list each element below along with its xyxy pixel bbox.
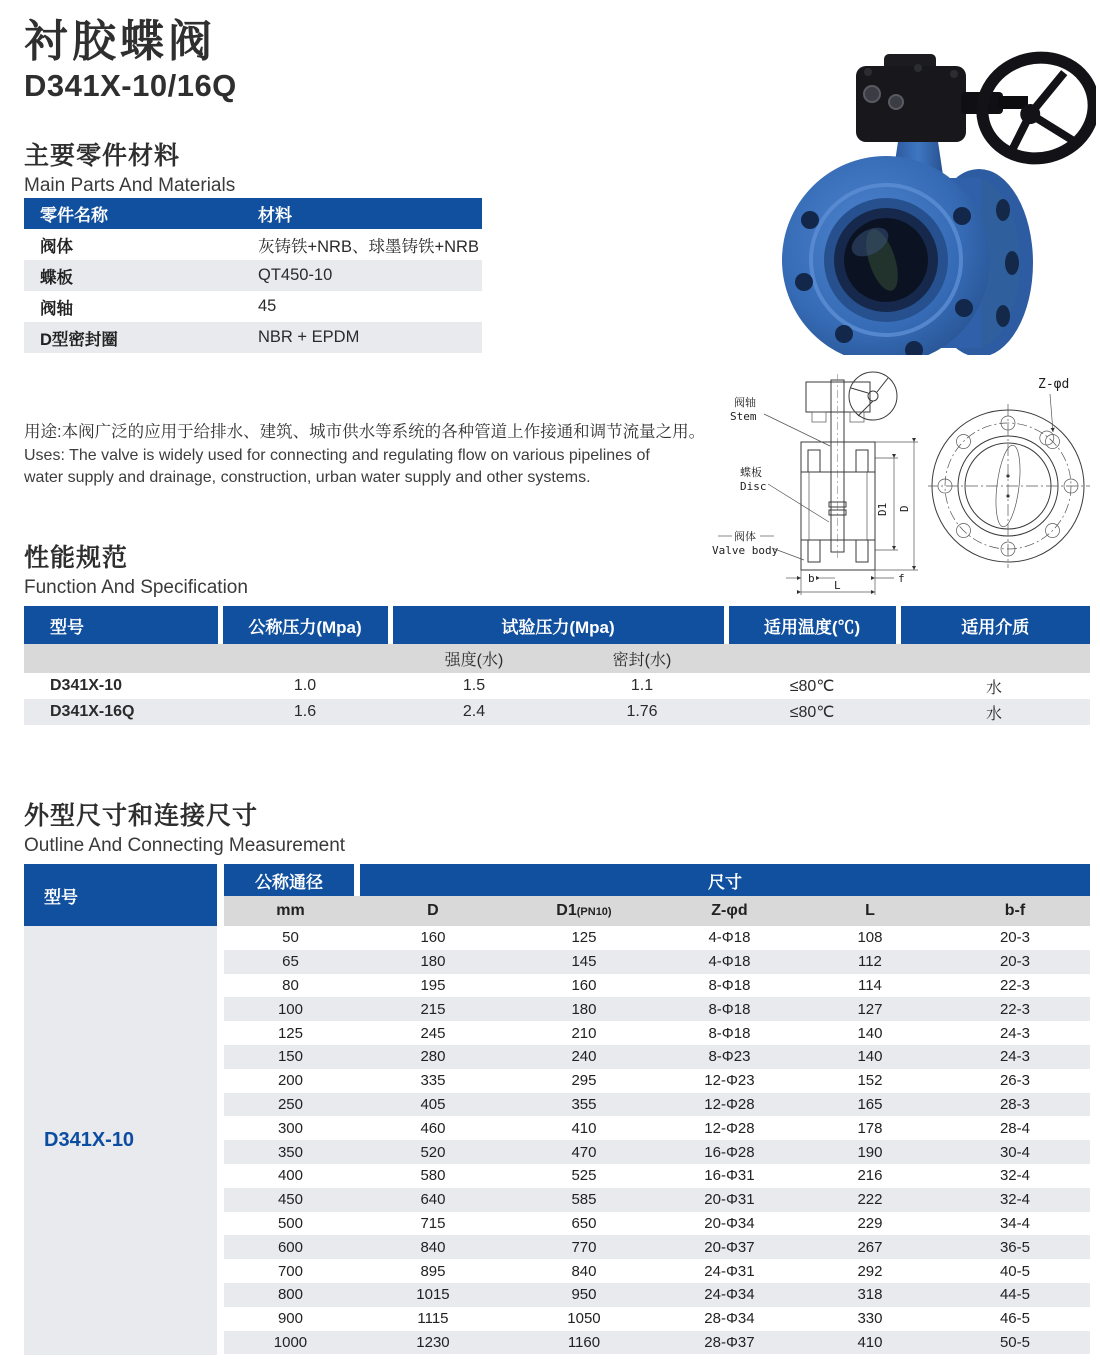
table-cell: 216 bbox=[857, 1167, 883, 1185]
table-row bbox=[24, 260, 482, 291]
dims-subheader-row bbox=[224, 896, 1090, 926]
table-cell: 180 bbox=[509, 997, 659, 1021]
spec-col-test-pressure: 试验压力(Mpa) bbox=[390, 606, 726, 644]
dims-model-column bbox=[24, 864, 217, 1355]
table-cell: 1.1 bbox=[630, 677, 654, 694]
front-flange bbox=[782, 156, 990, 355]
spec-header-row bbox=[24, 606, 1090, 644]
table-cell: 160 bbox=[571, 976, 597, 994]
table-cell: 20-3 bbox=[999, 929, 1030, 947]
table-cell: 36-5 bbox=[940, 1235, 1090, 1259]
dim-d1-label: D1 bbox=[876, 502, 889, 516]
stem-label-en: Stem bbox=[730, 410, 757, 423]
uses-paragraph bbox=[24, 420, 724, 490]
materials-heading-zh: 主要零件材料 bbox=[24, 142, 181, 170]
spec-sub-strength: 强度(水) bbox=[390, 644, 558, 673]
table-cell: 阀体 bbox=[40, 237, 73, 256]
table-cell: 80 bbox=[282, 976, 299, 994]
table-cell: 46-5 bbox=[999, 1310, 1030, 1328]
table-cell: 24-3 bbox=[999, 1024, 1030, 1042]
table-cell: 292 bbox=[857, 1262, 883, 1280]
table-cell: 4-Φ18 bbox=[659, 950, 800, 974]
table-cell: 1230 bbox=[357, 1331, 509, 1355]
table-row bbox=[224, 926, 1090, 950]
table-cell: 1160 bbox=[509, 1331, 659, 1355]
table-cell: 32-4 bbox=[999, 1167, 1030, 1185]
table-row bbox=[224, 997, 1090, 1021]
spec-sub-seal: 密封(水) bbox=[558, 644, 726, 673]
table-row bbox=[224, 1212, 1090, 1236]
table-cell: 50 bbox=[282, 929, 299, 947]
table-cell: 45 bbox=[258, 297, 277, 315]
table-cell: 1.0 bbox=[293, 677, 317, 694]
table-cell: 26-3 bbox=[999, 1072, 1030, 1090]
page-title bbox=[24, 18, 237, 104]
spec-sub-empty bbox=[898, 644, 1090, 673]
materials-header-row bbox=[24, 198, 482, 229]
front-view-drawing bbox=[928, 354, 1094, 596]
table-cell: 600 bbox=[224, 1235, 357, 1259]
table-cell: 8-Φ18 bbox=[659, 997, 800, 1021]
materials-heading-en: Main Parts And Materials bbox=[24, 175, 236, 196]
spec-heading-zh: 性能规范 bbox=[24, 544, 129, 572]
table-cell: 165 bbox=[800, 1093, 940, 1117]
section-view-drawing bbox=[708, 354, 928, 596]
table-cell: 4-Φ18 bbox=[708, 929, 751, 947]
table-cell: 145 bbox=[509, 950, 659, 974]
table-row bbox=[24, 229, 482, 260]
table-cell: D341X-10 bbox=[50, 677, 123, 694]
table-cell: 24-3 bbox=[940, 1045, 1090, 1069]
table-cell: 222 bbox=[800, 1188, 940, 1212]
spec-subheader-row bbox=[24, 644, 1090, 673]
table-row bbox=[24, 322, 482, 353]
dims-model-cell bbox=[24, 926, 217, 1355]
table-cell: 267 bbox=[800, 1235, 940, 1259]
table-cell: 215 bbox=[357, 997, 509, 1021]
table-cell: 190 bbox=[800, 1140, 940, 1164]
dim-b-label: b bbox=[808, 572, 815, 585]
table-cell: 585 bbox=[509, 1188, 659, 1212]
table-row bbox=[224, 1116, 1090, 1140]
table-cell: 30-4 bbox=[940, 1140, 1090, 1164]
table-cell: 525 bbox=[571, 1167, 597, 1185]
table-cell: 400 bbox=[277, 1167, 303, 1185]
table-cell: 阀轴 bbox=[40, 299, 73, 318]
table-cell: ≤80℃ bbox=[726, 699, 898, 725]
table-cell: 895 bbox=[420, 1262, 446, 1280]
table-cell: 840 bbox=[357, 1235, 509, 1259]
table-cell: ≤80℃ bbox=[789, 678, 835, 695]
table-cell: 500 bbox=[277, 1214, 303, 1232]
table-row bbox=[224, 1188, 1090, 1212]
table-cell: 450 bbox=[224, 1188, 357, 1212]
dims-model-value: D341X-10 bbox=[44, 1129, 135, 1151]
spec-heading-en: Function And Specification bbox=[24, 577, 248, 598]
body-label-zh: 阀体 bbox=[734, 530, 756, 543]
dims-heading-en: Outline And Connecting Measurement bbox=[24, 835, 346, 856]
table-cell: 水 bbox=[898, 699, 1090, 725]
table-cell: 195 bbox=[420, 976, 446, 994]
dims-sub-l: L bbox=[800, 896, 940, 926]
table-row bbox=[224, 1283, 1090, 1307]
table-cell: 950 bbox=[509, 1283, 659, 1307]
materials-section-heading bbox=[24, 136, 235, 197]
table-cell: 152 bbox=[857, 1072, 883, 1090]
table-cell: 2.4 bbox=[390, 699, 558, 725]
table-cell: 1.6 bbox=[220, 699, 390, 725]
materials-col-part: 零件名称 bbox=[24, 198, 242, 229]
table-cell: QT450-10 bbox=[242, 260, 482, 291]
table-cell: 300 bbox=[277, 1119, 303, 1137]
table-cell: 229 bbox=[857, 1214, 883, 1232]
table-cell: 140 bbox=[800, 1045, 940, 1069]
table-cell: 1.5 bbox=[462, 677, 486, 694]
table-cell: 24-Φ34 bbox=[659, 1283, 800, 1307]
table-cell: 100 bbox=[224, 997, 357, 1021]
table-cell: 蝶板 bbox=[24, 260, 242, 291]
table-cell: 114 bbox=[857, 976, 882, 994]
table-cell: 8-Φ23 bbox=[659, 1045, 800, 1069]
dim-l-label: L bbox=[834, 579, 841, 592]
product-photo bbox=[766, 20, 1096, 355]
table-cell: 127 bbox=[800, 997, 940, 1021]
table-cell: 灰铸铁+NRB、球墨铸铁+NRB bbox=[258, 237, 479, 256]
table-cell: 470 bbox=[509, 1140, 659, 1164]
table-cell: 28-4 bbox=[999, 1119, 1030, 1137]
table-cell: 410 bbox=[571, 1119, 597, 1137]
table-cell: 150 bbox=[224, 1045, 357, 1069]
table-row bbox=[24, 699, 1090, 725]
table-cell: 1.76 bbox=[558, 699, 726, 725]
spec-table bbox=[24, 606, 1090, 725]
table-row bbox=[224, 1021, 1090, 1045]
dims-sub-bf: b-f bbox=[940, 896, 1090, 926]
spec-sub-empty bbox=[24, 644, 220, 673]
table-cell: 210 bbox=[571, 1024, 597, 1042]
table-cell: 34-4 bbox=[999, 1214, 1030, 1232]
table-cell: 700 bbox=[277, 1262, 303, 1280]
table-cell: 20-3 bbox=[940, 950, 1090, 974]
table-cell: 8-Φ18 bbox=[708, 976, 751, 994]
table-cell: 16-Φ28 bbox=[659, 1140, 800, 1164]
table-cell: NBR + EPDM bbox=[242, 322, 482, 353]
spec-sub-empty bbox=[220, 644, 390, 673]
table-cell: 355 bbox=[509, 1093, 659, 1117]
table-cell: 335 bbox=[420, 1072, 446, 1090]
table-cell: 240 bbox=[509, 1045, 659, 1069]
table-cell: 65 bbox=[224, 950, 357, 974]
table-row bbox=[224, 950, 1090, 974]
table-cell: 24-Φ31 bbox=[704, 1262, 755, 1280]
table-cell: 580 bbox=[420, 1167, 446, 1185]
table-cell: 20-Φ37 bbox=[659, 1235, 800, 1259]
table-cell: 22-3 bbox=[999, 976, 1030, 994]
materials-col-material: 材料 bbox=[242, 198, 482, 229]
uses-text-en-2: water supply and drainage, construction, urban water supply and other systems. bbox=[24, 469, 591, 487]
product-name: 衬胶蝶阀 bbox=[24, 17, 216, 66]
bolt-spec-label: Z-φd bbox=[1038, 377, 1070, 392]
table-cell: 650 bbox=[571, 1214, 597, 1232]
table-row bbox=[224, 1235, 1090, 1259]
table-cell: 16-Φ31 bbox=[704, 1167, 755, 1185]
table-row bbox=[224, 1259, 1090, 1283]
dims-header-row bbox=[224, 864, 1090, 896]
table-cell: 1050 bbox=[567, 1310, 601, 1328]
table-row bbox=[24, 291, 482, 322]
dims-col-size: 尺寸 bbox=[357, 864, 1090, 896]
table-cell: 800 bbox=[224, 1283, 357, 1307]
table-cell: 410 bbox=[800, 1331, 940, 1355]
spec-col-model: 型号 bbox=[24, 606, 220, 644]
table-cell: 280 bbox=[357, 1045, 509, 1069]
table-cell: 22-3 bbox=[940, 997, 1090, 1021]
table-row bbox=[224, 1140, 1090, 1164]
product-model: D341X-10/16Q bbox=[24, 68, 237, 104]
table-cell: 12-Φ23 bbox=[704, 1072, 755, 1090]
table-cell: 180 bbox=[357, 950, 509, 974]
table-cell: 200 bbox=[277, 1072, 303, 1090]
table-cell: 178 bbox=[857, 1119, 883, 1137]
table-cell: D型密封圈 bbox=[24, 322, 242, 353]
table-cell: 28-3 bbox=[940, 1093, 1090, 1117]
spec-col-temperature: 适用温度(℃) bbox=[726, 606, 898, 644]
dims-col-dn: 公称通径 bbox=[224, 864, 357, 896]
table-cell: 350 bbox=[224, 1140, 357, 1164]
table-cell: 770 bbox=[509, 1235, 659, 1259]
table-row bbox=[24, 673, 1090, 699]
table-cell: 460 bbox=[420, 1119, 446, 1137]
table-cell: 1015 bbox=[357, 1283, 509, 1307]
disc-label-zh: 蝶板 bbox=[740, 466, 762, 479]
table-cell: 125 bbox=[277, 1024, 303, 1042]
table-cell: 140 bbox=[857, 1024, 883, 1042]
disc-label-en: Disc bbox=[740, 480, 767, 493]
table-row bbox=[224, 1093, 1090, 1117]
dim-d-label: D bbox=[898, 505, 911, 512]
spec-col-medium: 适用介质 bbox=[898, 606, 1090, 644]
table-cell: 405 bbox=[357, 1093, 509, 1117]
table-cell: 28-Φ34 bbox=[704, 1310, 755, 1328]
dims-sub-mm: mm bbox=[224, 896, 357, 926]
body-label-en: Valve body bbox=[712, 544, 779, 557]
table-cell: 125 bbox=[571, 929, 597, 947]
table-cell: 245 bbox=[420, 1024, 446, 1042]
dims-col-model: 型号 bbox=[24, 864, 217, 926]
table-cell: 295 bbox=[571, 1072, 597, 1090]
table-cell: 250 bbox=[224, 1093, 357, 1117]
table-row bbox=[224, 1069, 1090, 1093]
table-cell: 32-4 bbox=[940, 1188, 1090, 1212]
table-cell: 20-Φ34 bbox=[704, 1214, 755, 1232]
table-cell: 108 bbox=[857, 929, 883, 947]
spec-section-heading bbox=[24, 538, 248, 599]
dims-heading-zh: 外型尺寸和连接尺寸 bbox=[24, 802, 259, 830]
dims-sub-d1: D1(PN10) bbox=[509, 896, 659, 926]
dims-sub-zpd: Z-φd bbox=[659, 896, 800, 926]
table-cell: 318 bbox=[800, 1283, 940, 1307]
table-cell: 28-Φ37 bbox=[659, 1331, 800, 1355]
spec-sub-empty bbox=[726, 644, 898, 673]
uses-text-zh: 用途:本阀广泛的应用于给排水、建筑、城市供水等系统的各种管道上作接通和调节流量之用。 bbox=[24, 423, 706, 441]
dims-table bbox=[24, 864, 1090, 1355]
stem-label-zh: 阀轴 bbox=[734, 396, 756, 409]
table-cell: 40-5 bbox=[999, 1262, 1030, 1280]
table-cell: 330 bbox=[857, 1310, 883, 1328]
technical-drawings bbox=[708, 354, 1094, 596]
table-cell: 12-Φ28 bbox=[704, 1119, 755, 1137]
table-cell: 1000 bbox=[224, 1331, 357, 1355]
table-cell: 640 bbox=[357, 1188, 509, 1212]
uses-text-en-1: Uses: The valve is widely used for connecting and regulating flow on various pipelines of bbox=[24, 446, 650, 464]
table-row bbox=[224, 1164, 1090, 1188]
table-cell: D341X-16Q bbox=[24, 699, 220, 725]
table-cell: 160 bbox=[420, 929, 446, 947]
dims-sub-d: D bbox=[357, 896, 509, 926]
table-cell: 50-5 bbox=[940, 1331, 1090, 1355]
spec-col-nominal-pressure: 公称压力(Mpa) bbox=[220, 606, 390, 644]
dim-f-label: f bbox=[898, 572, 905, 585]
table-cell: 520 bbox=[357, 1140, 509, 1164]
table-row bbox=[224, 974, 1090, 998]
materials-table bbox=[24, 198, 482, 353]
table-cell: 12-Φ28 bbox=[659, 1093, 800, 1117]
table-cell: 715 bbox=[420, 1214, 446, 1232]
table-row bbox=[224, 1307, 1090, 1331]
table-cell: 44-5 bbox=[940, 1283, 1090, 1307]
table-cell: 20-Φ31 bbox=[659, 1188, 800, 1212]
table-row bbox=[224, 1331, 1090, 1355]
table-cell: 8-Φ18 bbox=[708, 1024, 751, 1042]
table-cell: 1115 bbox=[417, 1310, 449, 1328]
table-cell: 900 bbox=[277, 1310, 303, 1328]
table-row bbox=[224, 1045, 1090, 1069]
table-cell: 112 bbox=[800, 950, 940, 974]
table-cell: 水 bbox=[986, 679, 1003, 697]
table-cell: 840 bbox=[571, 1262, 597, 1280]
dims-section-heading bbox=[24, 796, 345, 857]
